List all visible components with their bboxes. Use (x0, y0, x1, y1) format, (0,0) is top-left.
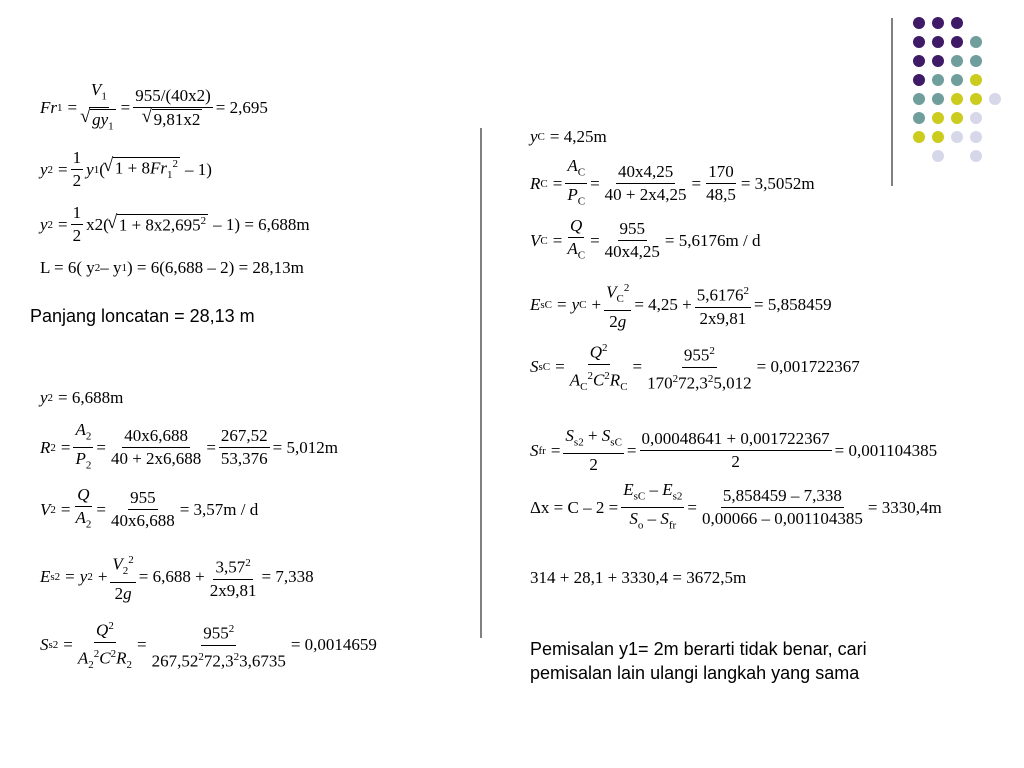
decorative-dot (970, 36, 982, 48)
decorative-dot (932, 17, 944, 29)
decorative-dot (932, 150, 944, 162)
decorative-vertical-rule (891, 18, 893, 186)
equation-y2-general: y 2 = $\frac{1}{2}$ y 1 ( √ $1 + 8Fr_1^2$ – 1) (40, 148, 212, 191)
decorative-dot (932, 36, 944, 48)
decorative-dot (951, 112, 963, 124)
equation-sum: 314 + 28,1 + 3330,4 = 3672,5m (530, 568, 747, 587)
decorative-dot (913, 36, 925, 48)
decorative-dot (932, 93, 944, 105)
equation-Sfr: S fr = $\frac{S_{s2} + S_{sC}}{2}$ = $\frac{0,00048641 + 0,001722367}{2}$ = 0,001104385 (530, 426, 938, 475)
equation-yc: y C = 4,25m (530, 127, 607, 146)
equation-Rc: R C = $\frac{A_C}{P_C}$ = $\frac{40x4,25}{40 + 2x4,25}$ = $\frac{170}{48,5}$ = 3,5052m (530, 156, 815, 208)
equation-fr1: Fr 1 = $V_1$ √ $gy_1$ = 955/(40x2) √ 9,81x2 = 2,695 (40, 80, 268, 137)
decorative-dot (989, 93, 1001, 105)
decorative-dot (951, 17, 963, 29)
equation-y2-value: y 2 = 6,688m (40, 388, 124, 407)
decorative-dot (913, 93, 925, 105)
decorative-dot (951, 74, 963, 86)
decorative-dot (913, 112, 925, 124)
fr1-result: = 2,695 (215, 98, 268, 118)
panjang-loncatan-note: Panjang loncatan = 28,13 m (30, 306, 255, 326)
decorative-dot (932, 55, 944, 67)
decorative-dot (932, 74, 944, 86)
decorative-dot (970, 131, 982, 143)
decorative-dot (951, 93, 963, 105)
center-divider (480, 128, 482, 638)
decorative-dot (951, 55, 963, 67)
equation-V2: V 2 = $\frac{Q}{A_2}$ = $\frac{955}{40x6,688}$ = 3,57m / d (40, 485, 259, 531)
equation-Vc: V C = $\frac{Q}{A_C}$ = $\frac{955}{40x4,25}$ = 5,6176m / d (530, 216, 761, 262)
decorative-dot (970, 150, 982, 162)
decorative-dot (970, 74, 982, 86)
decorative-dot (951, 36, 963, 48)
equation-L: L = 6( y 2 – y 1 ) = 6(6,688 – 2) = 28,13m (40, 258, 304, 277)
decorative-dot (913, 131, 925, 143)
decorative-dot (913, 55, 925, 67)
equation-y2-substituted: y 2 = $\frac{1}{2}$ x2( √ $1 + 8x2,695^2$ – 1) = 6,688m (40, 203, 310, 246)
decorative-dot (932, 131, 944, 143)
equation-Esc: E sC = y C + $\frac{V_C^2}{2g}$ = 4,25 + $\frac{5,6176^2}{2x9,81}$ = 5,858459 (530, 278, 832, 332)
equation-Ssc: S sC = $\frac{Q^2}{A_C^2C^2R_C}$ = $\frac{955^2}{170^272,3^25,012}$ = 0,001722367 (530, 338, 860, 397)
decorative-dot (932, 112, 944, 124)
decorative-dot (970, 93, 982, 105)
equation-Ss2: S s2 = $\frac{Q^2}{A_2^2C^2R_2}$ = $\frac{955^2}{267,52^272,3^23,6735}$ = 0,0014659 (40, 616, 377, 675)
equation-Es2: E s2 = y 2 + $\frac{V_2^2}{2g}$ = 6,688 + $\frac{3,57^2}{2x9,81}$ = 7,338 (40, 550, 314, 604)
pemisalan-note: Pemisalan y1= 2m berarti tidak benar, cari pemisalan lain ulangi langkah yang sama (530, 639, 867, 683)
equation-delta-x: Δx = C – 2 = $\frac{E_{sC} - E_{s2}}{S_o - S_{fr}}$ = $\frac{5,858459 - 7,338}{0,00066 - 0,001104385}$ = 3330,4m (530, 480, 942, 532)
decorative-dot (913, 17, 925, 29)
decorative-dot (970, 55, 982, 67)
decorative-dot (913, 74, 925, 86)
decorative-dot (951, 131, 963, 143)
equation-R2: R 2 = $\frac{A_2}{P_2}$ = $\frac{40x6,688}{40 + 2x6,688}$ = $\frac{267,52}{53,376}$ = 5,012m (40, 420, 338, 472)
decorative-dot (970, 112, 982, 124)
